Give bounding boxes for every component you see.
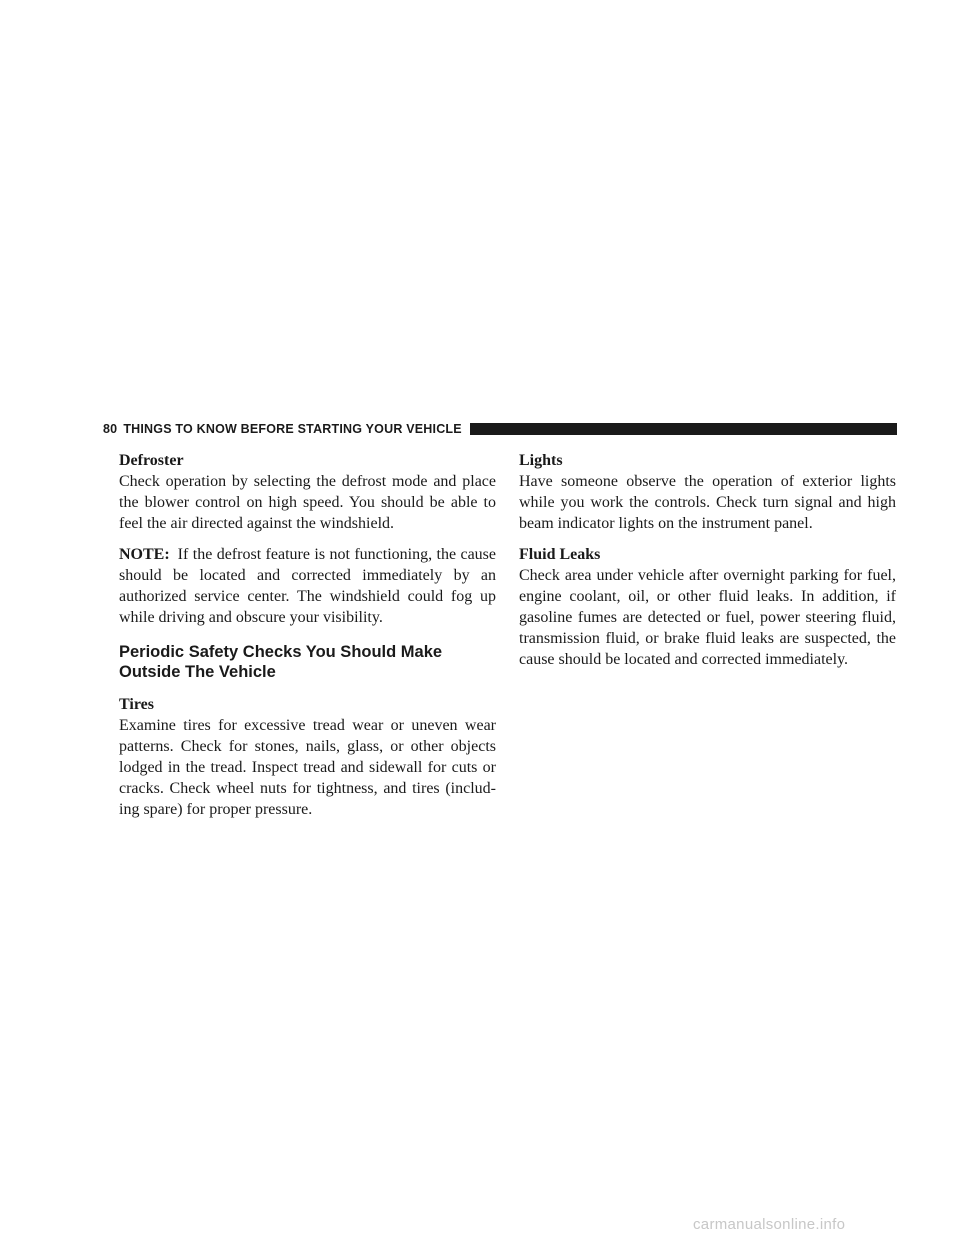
section-heading: Periodic Safety Checks You Should Make Outside The Vehicle [119, 643, 443, 681]
page-header [103, 420, 897, 438]
lights-paragraph: Have someone observe the operation of exterior lights while you work the controls. Check turn signal and high beam indicator lights on the instrument panel. [519, 473, 896, 532]
running-header-title: THINGS TO KNOW BEFORE STARTING YOUR VEHICLE [123, 422, 462, 436]
defroster-heading: Defroster [119, 452, 184, 469]
fluid-leaks-paragraph: Check area under vehicle after overnight parking for fuel, engine coolant, oil, or other fluid leaks. In addition, if gasoline fumes are detected or fuel, power steering fluid, transmission fluid, or brake fluid leaks are suspected, the cause should be located and corrected immediately. [519, 567, 896, 668]
page-number: 80 [103, 422, 118, 436]
note-text: If the defrost feature is not functioning, the cause should be located and corrected immediately by an authorized service center. The windshield could fog up while driving and obscure your visibility. [119, 546, 496, 626]
header-rule-bar [470, 423, 897, 435]
tires-heading: Tires [119, 696, 154, 713]
right-column [519, 450, 896, 680]
watermark: carmanualsonline.info [693, 1216, 846, 1233]
note-label: NOTE: [119, 546, 170, 563]
tires-paragraph: Examine tires for excessive tread wear or uneven wear patterns. Check for stones, nails, glass, or other objects lodged in the tread. Inspect tread and sidewall for cuts or cracks. Check wheel nuts for tightness, and tires (includ-ing spare) for proper pressure. [119, 717, 496, 818]
lights-heading: Lights [519, 452, 563, 469]
left-column [119, 450, 496, 830]
defroster-paragraph: Check operation by selecting the defrost mode and place the blower control on high speed. You should be able to feel the air directed against the windshield. [119, 473, 496, 532]
note-paragraph [119, 544, 496, 628]
fluid-leaks-heading: Fluid Leaks [519, 546, 601, 563]
